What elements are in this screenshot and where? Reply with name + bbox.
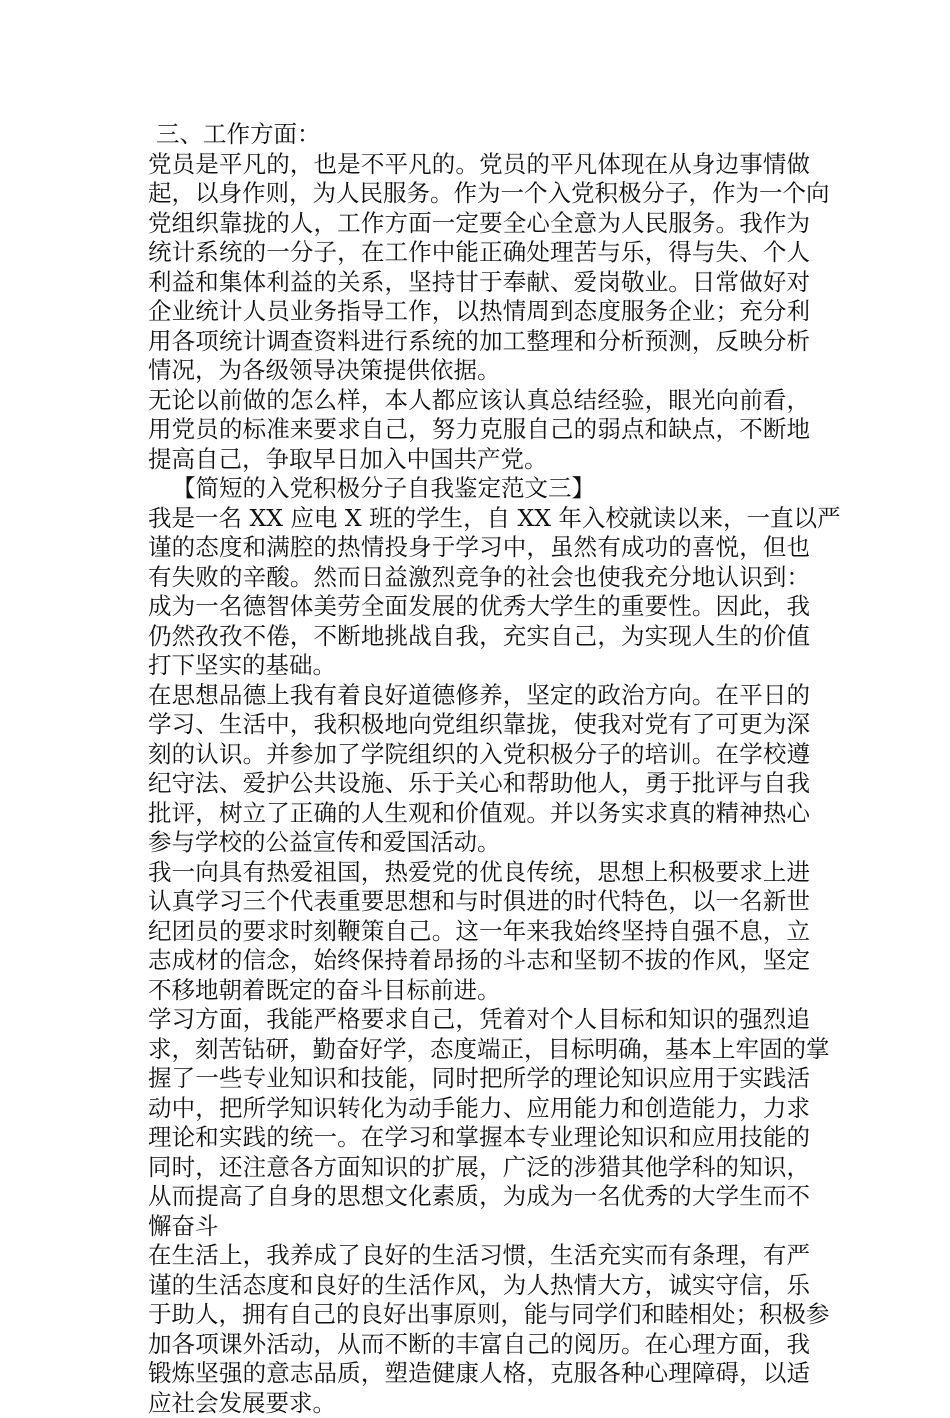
text-line: 谨的态度和满腔的热情投身于学习中，虽然有成功的喜悦，但也 [148,533,810,563]
text-line: 纪守法、爱护公共设施、乐于关心和帮助他人，勇于批评与自我 [148,769,810,799]
paragraph [148,386,810,475]
text-line: 用党员的标准来要求自己，努力克服自己的弱点和缺点，不断地 [148,415,810,445]
text-line: 在思想品德上我有着良好道德修养，坚定的政治方向。在平日的 [148,681,810,711]
text-line: 仍然孜孜不倦，不断地挑战自我，充实自己，为实现人生的价值 [148,622,810,652]
text-line: 锻炼坚强的意志品质，塑造健康人格，克服各种心理障碍，以适 [148,1359,810,1389]
text-line: 握了一些专业知识和技能，同时把所学的理论知识应用于实践活 [148,1064,810,1094]
text-line: 学习方面，我能严格要求自己，凭着对个人目标和知识的强烈追 [148,1005,810,1035]
text-line: 求，刻苦钻研，勤奋好学，态度端正，目标明确，基本上牢固的掌 [148,1035,810,1065]
document-body [148,120,810,1418]
text-line: 企业统计人员业务指导工作，以热情周到态度服务企业；充分利 [148,297,810,327]
text-line: 应社会发展要求。 [148,1389,810,1418]
text-line: 批评，树立了正确的人生观和价值观。并以务实求真的精神热心 [148,799,810,829]
text-line: 我是一名 XX 应电 X 班的学生，自 XX 年入校就读以来，一直以严 [148,504,810,534]
text-line: 认真学习三个代表重要思想和与时俱进的时代特色，以一名新世 [148,887,810,917]
text-line: 在生活上，我养成了良好的生活习惯，生活充实而有条理，有严 [148,1241,810,1271]
text-line: 懈奋斗 [148,1212,810,1242]
text-line: 成为一名德智体美劳全面发展的优秀大学生的重要性。因此，我 [148,592,810,622]
section-heading: 三、工作方面： [148,120,810,150]
text-line: 有失败的辛酸。然而日益激烈竞争的社会也使我充分地认识到： [148,563,810,593]
text-line: 学习、生活中，我积极地向党组织靠拢，使我对党有了可更为深 [148,710,810,740]
text-line: 谨的生活态度和良好的生活作风，为人热情大方，诚实守信，乐 [148,1271,810,1301]
text-line: 参与学校的公益宣传和爱国活动。 [148,828,810,858]
text-line: 党员是平凡的，也是不平凡的。党员的平凡体现在从身边事情做 [148,150,810,180]
text-line: 同时，还注意各方面知识的扩展，广泛的涉猎其他学科的知识， [148,1153,810,1183]
text-line: 起，以身作则，为人民服务。作为一个入党积极分子，作为一个向 [148,179,810,209]
article-subtitle: 【简短的入党积极分子自我鉴定范文三】 [148,474,810,504]
text-line: 刻的认识。并参加了学院组织的入党积极分子的培训。在学校遵 [148,740,810,770]
text-line: 打下坚实的基础。 [148,651,810,681]
text-line: 于助人，拥有自己的良好出事原则，能与同学们和睦相处；积极参 [148,1300,810,1330]
paragraph [148,504,810,681]
text-line: 不移地朝着既定的奋斗目标前进。 [148,976,810,1006]
text-line: 从而提高了自身的思想文化素质，为成为一名优秀的大学生而不 [148,1182,810,1212]
text-line: 党组织靠拢的人，工作方面一定要全心全意为人民服务。我作为 [148,209,810,239]
text-line: 无论以前做的怎么样，本人都应该认真总结经验，眼光向前看， [148,386,810,416]
paragraph [148,681,810,858]
text-line: 动中，把所学知识转化为动手能力、应用能力和创造能力，力求 [148,1094,810,1124]
text-line: 加各项课外活动，从而不断的丰富自己的阅历。在心理方面，我 [148,1330,810,1360]
paragraph [148,150,810,386]
text-line: 提高自己，争取早日加入中国共产党。 [148,445,810,475]
paragraph [148,1241,810,1418]
paragraph [148,1005,810,1241]
text-line: 纪团员的要求时刻鞭策自己。这一年来我始终坚持自强不息，立 [148,917,810,947]
text-line: 我一向具有热爱祖国，热爱党的优良传统，思想上积极要求上进 [148,858,810,888]
text-line: 理论和实践的统一。在学习和掌握本专业理论知识和应用技能的 [148,1123,810,1153]
text-line: 用各项统计调查资料进行系统的加工整理和分析预测，反映分析 [148,327,810,357]
text-line: 情况，为各级领导决策提供依据。 [148,356,810,386]
text-line: 利益和集体利益的关系，坚持甘于奉献、爱岗敬业。日常做好对 [148,268,810,298]
paragraph [148,858,810,1006]
text-line: 志成材的信念，始终保持着昂扬的斗志和坚韧不拔的作风，坚定 [148,946,810,976]
text-line: 统计系统的一分子，在工作中能正确处理苦与乐，得与失、个人 [148,238,810,268]
